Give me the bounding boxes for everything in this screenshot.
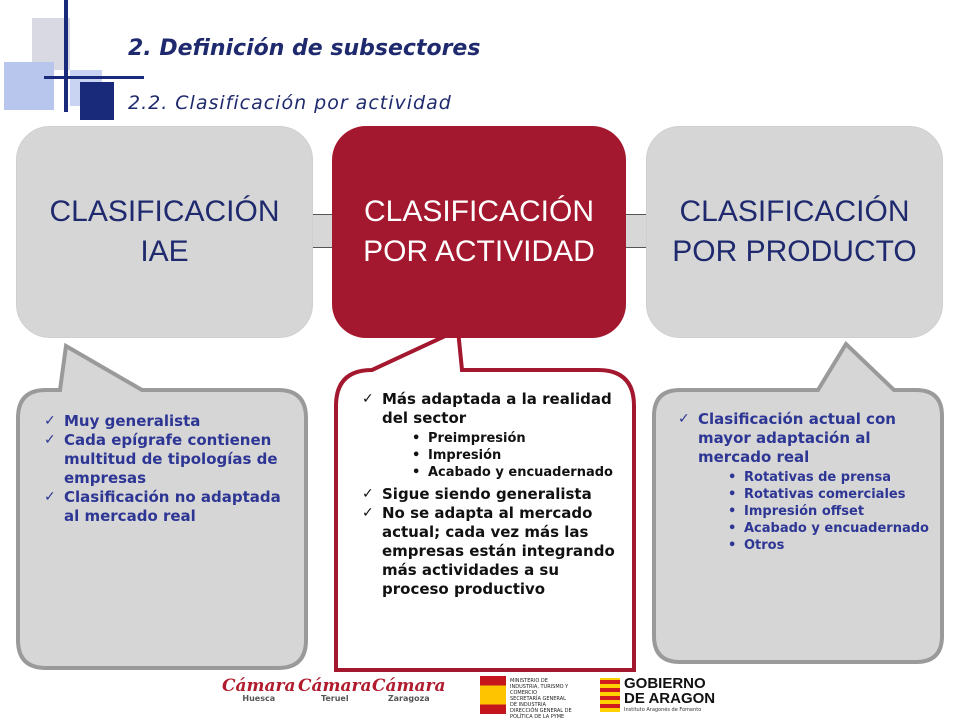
camara-teruel-logo	[298, 676, 372, 703]
sub-item: • Acabado y encuadernado	[382, 464, 624, 481]
check-item: ✓ Sigue siendo generalista	[362, 485, 624, 504]
camara-huesca-logo	[222, 676, 296, 703]
logo-city: Zaragoza	[387, 694, 430, 703]
logo-name: Cámara	[372, 676, 446, 696]
sub-item: • Impresión	[382, 447, 624, 464]
sub-item: • Impresión offset	[698, 503, 933, 520]
check-item: ✓ Cada epígrafe contienen multitud de tipologías de empresas	[44, 431, 294, 488]
box-label-line: CLASIFICACIÓN	[679, 195, 910, 228]
sub-item: • Rotativas de prensa	[698, 469, 933, 486]
gobierno-aragon-logo	[600, 676, 720, 716]
ministerio-text: MINISTERIO DE INDUSTRIA, TURISMO Y COMERCIO	[510, 678, 569, 696]
sub-item: • Preimpresión	[382, 430, 624, 447]
box-label-line: POR ACTIVIDAD	[363, 235, 595, 268]
sub-item: • Acabado y encuadernado	[698, 520, 933, 537]
logo-name: Cámara	[298, 676, 372, 696]
check-item	[362, 390, 624, 481]
gobierno-sub-text: Instituto Aragonés de Fomento	[624, 707, 702, 713]
check-item	[678, 410, 933, 554]
check-item: ✓ No se adapta al mercado actual; cada vez más las empresas están integrando más actividades a su proceso productivo	[362, 504, 624, 599]
bubble-left-text	[44, 412, 294, 526]
bubble-mid-text	[362, 390, 624, 599]
box-clasificacion-actividad	[332, 126, 626, 338]
ministerio-logo	[480, 676, 572, 720]
camara-zaragoza-logo	[372, 676, 446, 703]
gobierno-text: GOBIERNO DE ARAGON	[624, 675, 716, 707]
check-item-text: Más adaptada a la realidad del sector	[382, 390, 612, 427]
check-item: ✓ Muy generalista	[44, 412, 294, 431]
direccion-text: DIRECCIÓN GENERAL DE POLÍTICA DE LA PYME	[510, 708, 572, 720]
check-item: ✓ Clasificación no adaptada al mercado real	[44, 488, 294, 526]
slide-subtitle: 2.2. Clasificación por actividad	[128, 92, 452, 114]
spain-crest-icon	[480, 676, 506, 714]
box-label-line: CLASIFICACIÓN	[49, 195, 280, 228]
sub-item: • Rotativas comerciales	[698, 486, 933, 503]
logo-city: Teruel	[320, 694, 349, 703]
check-item-text: Clasificación actual con mayor adaptación al mercado real	[698, 410, 896, 466]
box-label-line: IAE	[140, 235, 189, 268]
box-label-line: POR PRODUCTO	[672, 235, 917, 268]
aragon-flag-icon	[600, 678, 620, 712]
box-clasificacion-iae	[16, 126, 313, 338]
secretaria-text: SECRETARÍA GENERAL DE INDUSTRIA	[510, 696, 566, 708]
logo-city: Huesca	[242, 694, 276, 703]
bubble-right-text	[678, 410, 933, 558]
sub-item: • Otros	[698, 537, 933, 554]
slide-title: 2. Definición de subsectores	[128, 36, 481, 61]
box-label-line: CLASIFICACIÓN	[363, 195, 595, 228]
logo-name: Cámara	[222, 676, 296, 696]
box-clasificacion-producto	[646, 126, 943, 338]
